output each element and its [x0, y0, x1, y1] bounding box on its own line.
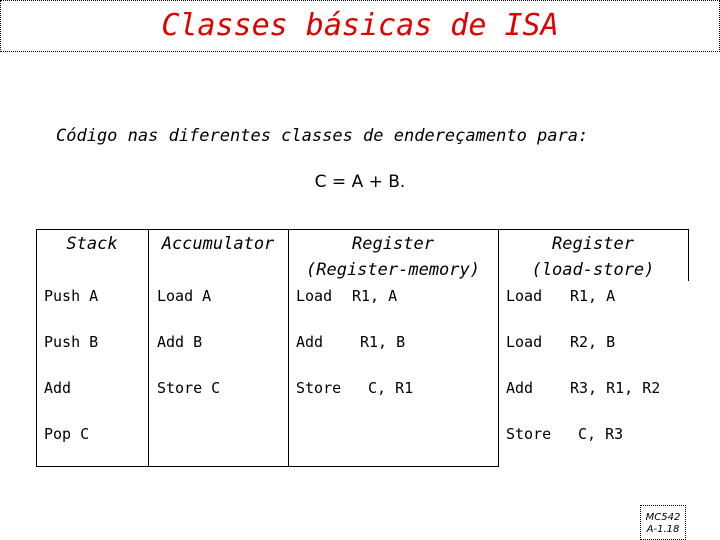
table-cell: Load — [506, 287, 543, 305]
header-stack: Stack — [66, 234, 118, 254]
header-register-memory-line1: Register — [352, 234, 434, 254]
table-cell: Push A — [44, 287, 99, 305]
table-cell: R1, A — [570, 287, 616, 305]
table-cell: Load — [506, 333, 543, 351]
header-load-store-line1: Register — [552, 234, 634, 254]
table-cell: Store — [296, 379, 342, 397]
footer-page: A-1.18 — [646, 524, 680, 535]
table-cell: R1, A — [352, 287, 398, 305]
page-title: Classes básicas de ISA — [161, 8, 559, 43]
table-cell: Add — [296, 333, 324, 351]
table-cell: R1, B — [360, 333, 406, 351]
footer-course: MC542 — [645, 512, 681, 523]
table-cell: Store C — [157, 379, 221, 397]
table-divider — [36, 229, 37, 467]
table-cell: Push B — [44, 333, 99, 351]
table-divider — [688, 229, 689, 281]
table-cell: C, R1 — [368, 379, 414, 397]
table-cell: R2, B — [570, 333, 616, 351]
formula: C = A + B. — [314, 172, 406, 192]
header-accumulator: Accumulator — [161, 234, 275, 254]
table-cell: C, R3 — [578, 425, 624, 443]
subtitle: Código nas diferentes classes de endereçamento para: — [56, 126, 589, 146]
table-cell: Add — [44, 379, 72, 397]
table-cell: Load — [296, 287, 333, 305]
table-cell: R3, R1, R2 — [570, 379, 661, 397]
table-cell: Add — [506, 379, 534, 397]
table-cell: Store — [506, 425, 552, 443]
table-divider — [148, 229, 149, 467]
table-cell: Load A — [157, 287, 212, 305]
header-register-memory-line2: (Register-memory) — [306, 260, 480, 280]
header-load-store-line2: (load-store) — [531, 260, 655, 280]
table-cell: Add B — [157, 333, 203, 351]
table-divider — [36, 229, 689, 230]
table-cell: Pop C — [44, 425, 90, 443]
table-divider — [36, 466, 499, 467]
